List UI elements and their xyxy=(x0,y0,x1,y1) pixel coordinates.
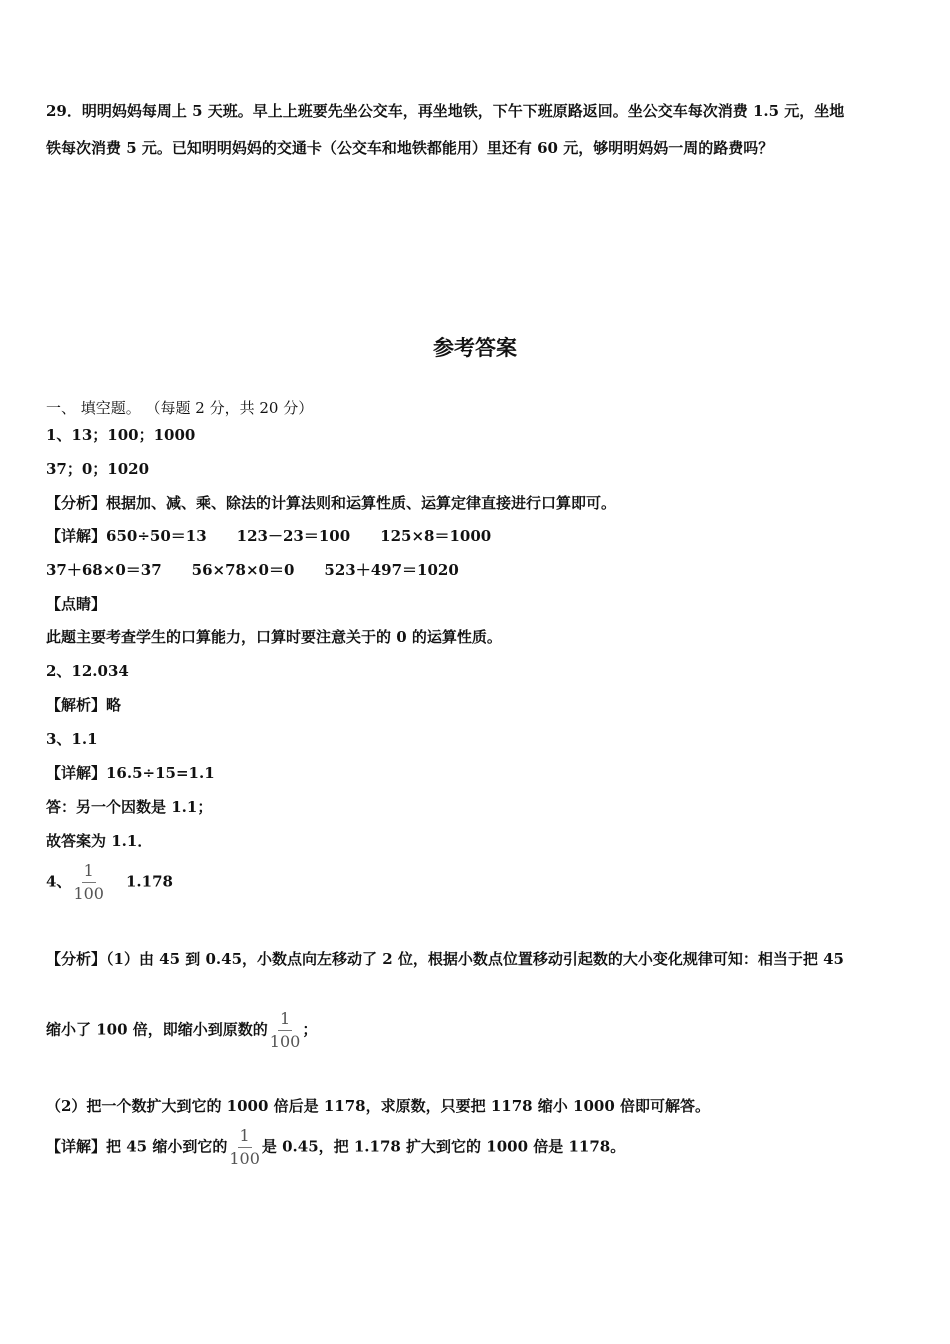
answer-3-answer: 答：另一个因数是 1.1； xyxy=(46,798,213,816)
equation-5: 56×78×0＝0 xyxy=(191,561,295,579)
answer-title: 参考答案 xyxy=(433,335,517,360)
fraction-numerator: 1 xyxy=(238,1127,252,1148)
answer-3-detail: 【详解】16.5÷15=1.1 xyxy=(46,764,215,782)
fraction-one-hundredth xyxy=(73,862,104,903)
fraction-one-hundredth xyxy=(270,1010,301,1051)
answer-3-conclusion: 故答案为 1.1． xyxy=(46,832,153,850)
answer-4-detail xyxy=(46,1127,625,1168)
analysis-2-text: 缩小了 100 倍，即缩小到原数的 xyxy=(46,1020,268,1039)
question-29 xyxy=(46,93,908,167)
equation-3: 125×8＝1000 xyxy=(380,527,492,545)
answer-1-line-2: 37；0；1020 xyxy=(46,460,150,478)
section-heading: 一、 填空题。 （每题 2 分，共 20 分） xyxy=(46,399,314,417)
answer-3-line-1: 3、1.1 xyxy=(46,730,98,748)
answer-1-detail-row-2 xyxy=(46,559,459,580)
equation-4: 37＋68×0＝37 xyxy=(46,561,162,579)
detail-text-post: 是 0.45，把 1.178 扩大到它的 1000 倍是 1178。 xyxy=(261,1137,626,1156)
equation-6: 523＋497＝1020 xyxy=(324,561,459,579)
question-29-line-2: 铁每次消费 5 元。已知明明妈妈的交通卡（公交车和地铁都能用）里还有 60 元，够明明妈妈一周的路费吗？ xyxy=(46,139,774,157)
answer-4-analysis-3: （2）把一个数扩大到它的 1000 倍后是 1178，求原数，只要把 1178 缩小 1000 倍即可解答。 xyxy=(46,1097,710,1115)
answer-2-line-1: 2、12.034 xyxy=(46,662,129,680)
analysis-2-suffix: ； xyxy=(302,1020,318,1039)
answer-1-analysis: 【分析】根据加、减、乘、除法的计算法则和运算性质、运算定律直接进行口算即可。 xyxy=(46,494,617,512)
answer-1-detail-row-1 xyxy=(46,525,491,546)
answer-4-analysis-2 xyxy=(46,1010,317,1051)
answer-4-analysis-1: 【分析】（1）由 45 到 0.45，小数点向左移动了 2 位，根据小数点位置移动引起数的大小变化规律可知：相当于把 45 xyxy=(46,950,844,968)
answer-1-tip-label: 【点睛】 xyxy=(46,595,107,613)
fraction-denominator: 100 xyxy=(229,1149,260,1168)
fraction-denominator: 100 xyxy=(73,884,104,903)
answer-4-prefix: 4、 xyxy=(46,872,72,891)
equation-1: 650÷50＝13 xyxy=(106,527,207,545)
fraction-denominator: 100 xyxy=(269,1032,301,1051)
fraction-one-hundredth xyxy=(229,1127,260,1168)
question-29-line-1: 29．明明妈妈每周上 5 天班。早上上班要先坐公交车，再坐地铁，下午下班原路返回。坐公交车每次消费 1.5 元，坐地 xyxy=(46,102,845,120)
answer-2-analysis: 【解析】略 xyxy=(46,696,122,714)
detail-label: 【详解】 xyxy=(46,527,107,545)
answer-4-value: 1.178 xyxy=(125,872,173,891)
fraction-numerator: 1 xyxy=(82,862,96,883)
equation-2: 123－23＝100 xyxy=(236,527,351,545)
answer-4-line-1 xyxy=(46,862,173,903)
answer-1-line-1: 1、13；100；1000 xyxy=(46,426,196,444)
answer-1-tip: 此题主要考查学生的口算能力，口算时要注意关于的 0 的运算性质。 xyxy=(46,628,502,646)
detail-text-pre: 【详解】把 45 缩小到它的 xyxy=(46,1137,228,1156)
fraction-numerator: 1 xyxy=(278,1010,292,1031)
